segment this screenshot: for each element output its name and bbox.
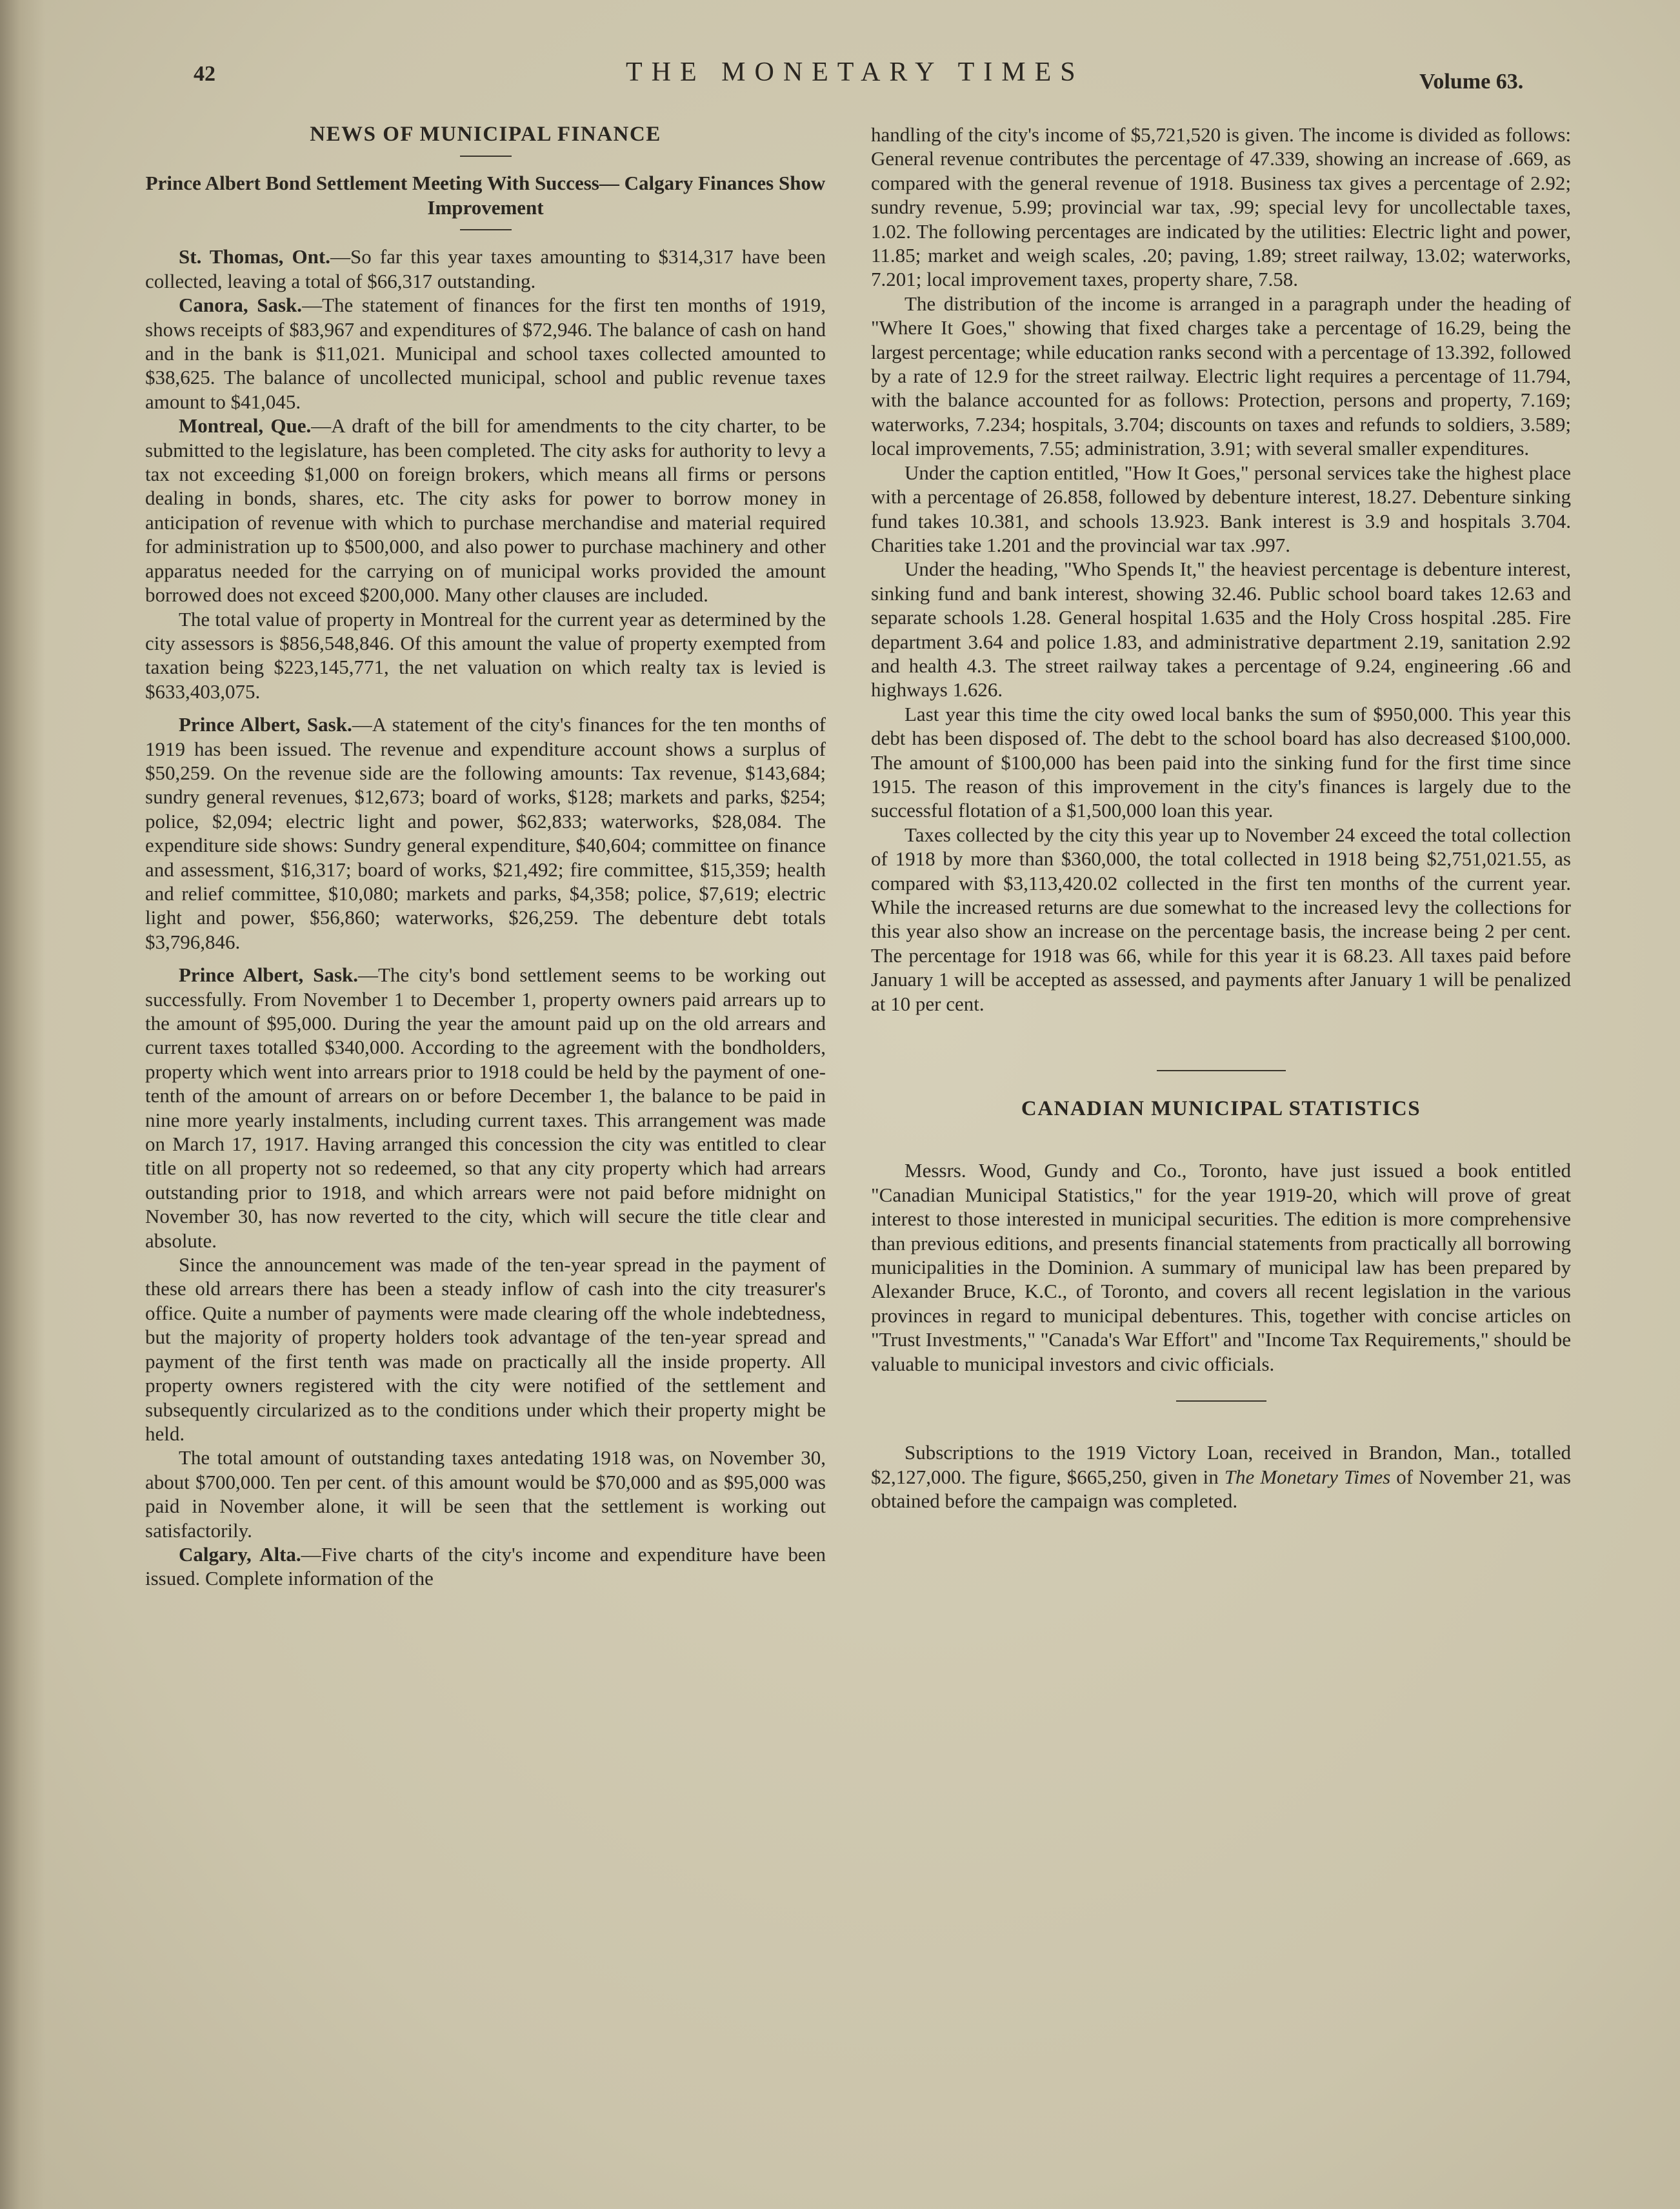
statistics-title: CANADIAN MUNICIPAL STATISTICS	[1021, 1097, 1421, 1121]
note-divider	[1176, 1400, 1266, 1402]
continued-paragraph: Taxes collected by the city this year up to November 24 exceed the total collection of 1918 by more than $360,000, the total collected in 1918 being $2,751,021.55, as compared with $3,113,420.02 collected in the first ten months of the current year. While the increased returns are due somewhat to the increased levy the collections for this year also show an increase on the percentage basis, the increase being 2 per cent. The percentage for 1918 was 66, while for this year it is 68.23. All taxes paid before January 1 will be accepted as assessed, and payments after January 1 will be penalized at 10 per cent.	[871, 823, 1571, 1015]
page-number: 42	[194, 62, 215, 86]
news-item: Calgary, Alta.—Five charts of the city's income and expenditure have been issued. Complete information of the	[145, 1542, 826, 1590]
continued-paragraph: Last year this time the city owed local banks the sum of $950,000. This year this debt has been disposed of. The debt to the school board has also decreased $100,000. The amount of $100,000 has been paid into the sinking fund for the first time since 1915. The reason of this improvement in the city's finances is largely due to the successful flotation of a $1,500,000 loan this year.	[871, 702, 1571, 822]
place-name: Montreal, Que.	[179, 414, 312, 438]
loan-note: Subscriptions to the 1919 Victory Loan, received in Brandon, Man., totalled $2,127,000. The figure, $665,250, given in The Monetary Times of November 21, was obtained before the campaign was completed.	[871, 1441, 1571, 1512]
place-name: St. Thomas, Ont.	[179, 245, 330, 268]
news-item: Prince Albert, Sask.—A statement of the city's finances for the ten months of 1919 has been issued. The revenue and expenditure account shows a surplus of $50,259. On the revenue side are the following amounts: Tax revenue, $143,684; sundry general revenues, $12,673; board of works, $128; markets and parks, $254; police, $2,094; electric light and power, $62,833; waterworks, $28,084. The expenditure side shows: Sundry general expenditure, $40,604; committee on finance and assessment, $16,317; board of works, $21,492; fire committee, $15,359; health and relief committee, $10,080; markets and parks, $4,358; police, $7,619; electric light and power, $56,860; waterworks, $26,259. The debenture debt totals $3,796,846.	[145, 713, 826, 953]
section-title: NEWS OF MUNICIPAL FINANCE	[310, 123, 661, 146]
volume-label: Volume 63.	[1419, 70, 1524, 94]
page-binding-edge	[0, 0, 45, 2209]
section-subhead: Prince Albert Bond Settlement Meeting With Success— Calgary Finances Show Improvement	[145, 172, 826, 219]
subhead-rule	[460, 229, 512, 230]
place-name: Canora, Sask.	[179, 294, 303, 317]
left-column	[145, 123, 826, 1591]
masthead: THE MONETARY TIMES	[626, 57, 1085, 87]
continued-paragraph: handling of the city's income of $5,721,520 is given. The income is divided as follows: General revenue contributes the percentage of 47.339, showing an increase of .669, as compared with the general revenue of 1918. Business tax gives a percentage of 2.92; sundry revenue, 5.99; provincial war tax, .99; special levy for uncollectable taxes, 1.02. The following percentages are indicated by the utilities: Electric light and power, 11.85; market and weigh scales, .20; paving, 1.89; street railway, 13.02; waterworks, 7.201; local improvement taxes, property share, 7.58.	[871, 123, 1571, 291]
news-item: Canora, Sask.—The statement of finances for the first ten months of 1919, shows receipts of $83,967 and expenditures of $72,946. The balance of cash on hand and in the bank is $11,021. Municipal and school taxes collected amounted to $38,625. The balance of uncollected municipal, school and public revenue taxes amount to $41,045.	[145, 294, 826, 413]
statistics-body: Messrs. Wood, Gundy and Co., Toronto, have just issued a book entitled "Canadian Municipal Statistics," for the year 1919-20, which will prove of great interest to those interested in municipal securities. The edition is more comprehensive than previous editions, and presents financial statements from practically all borrowing municipalities in the Dominion. A summary of municipal law has been prepared by Alexander Bruce, K.C., of Toronto, and covers all recent legislation in the various provinces in regard to municipal debentures. This, together with concise articles on "Trust Investments," "Canada's War Effort" and "Income Tax Requirements," should be valuable to municipal investors and civic officials.	[871, 1159, 1571, 1375]
continued-paragraph: Under the heading, "Who Spends It," the heaviest percentage is debenture interest, sinking fund and bank interest, showing 32.46. Public school board takes 12.63 and separate schools 1.28. General hospital 1.635 and the Holy Cross hospital .285. Fire department 3.64 and police 1.83, and administrative department 2.19, sanitation 2.92 and health 4.3. The street railway takes a percentage of 9.24, engineering .66 and highways 1.626.	[871, 558, 1571, 701]
news-item: Prince Albert, Sask.—The city's bond settlement seems to be working out successfully. From November 1 to December 1, property owners paid arrears up to the amount of $95,000. During the year the amount paid up on the old arrears and current taxes totalled $340,000. According to the agreement with the bondholders, property which went into arrears prior to 1918 could be held by the payment of one-tenth of the amount of arrears on or before December 1, the balance to be paid in nine more yearly instalments, including current taxes. This arrangement was made on March 17, 1917. Having arranged this concession the city was entitled to clear title on all property not so redeemed, so that any city property which had arrears outstanding prior to 1918, and which arrears were not paid before midnight on November 30, has now reverted to the city, which will secure the title clear and absolute.	[145, 963, 826, 1252]
title-rule	[460, 156, 512, 157]
news-item: The total amount of outstanding taxes antedating 1918 was, on November 30, about $700,000. Ten per cent. of this amount would be $70,000 and as $95,000 was paid in November alone, it will be seen that the settlement is working out satisfactorily.	[145, 1446, 826, 1542]
page-header	[194, 57, 1548, 96]
place-name: Calgary, Alta.	[179, 1542, 301, 1566]
news-item: The total value of property in Montreal for the current year as determined by the city assessors is $856,548,846. Of this amount the value of property exempted from taxation being $223,145,771, the net valuation on which realty tax is levied is $633,403,075.	[145, 607, 826, 703]
publication-name: The Monetary Times	[1224, 1465, 1391, 1488]
news-item: St. Thomas, Ont.—So far this year taxes amounting to $314,317 have been collected, leaving a total of $66,317 outstanding.	[145, 245, 826, 292]
section-divider	[1157, 1070, 1286, 1071]
news-item: Montreal, Que.—A draft of the bill for amendments to the city charter, to be submitted to the legislature, has been completed. The city asks for authority to levy a tax not exceeding $1,000 on foreign brokers, which means all firms or persons dealing in bonds, shares, etc. The city asks for power to borrow money in anticipation of revenue with which to purchase merchandise and material required for administration up to $500,000, and also power to purchase machinery and other apparatus needed for the carrying on of municipal works provided the amount borrowed does not exceed $200,000. Many other clauses are included.	[145, 414, 826, 607]
news-item: Since the announcement was made of the ten-year spread in the payment of these old arrears there has been a steady inflow of cash into the city treasurer's office. Quite a number of payments were made clearing off the whole indebtedness, but the majority of property holders took advantage of the ten-year spread and payment of the first tenth was made on practically all the inside property. All property owners registered with the city were notified of the settlement and subsequently circularized as to the conditions under which their property might be held.	[145, 1253, 826, 1445]
continued-paragraph: The distribution of the income is arranged in a paragraph under the heading of "Where It Goes," showing that fixed charges take a percentage of 16.29, being the largest percentage; while education ranks second with a percentage of 13.392, followed by a rate of 12.9 for the street railway. Electric light requires a percentage of 11.794, with the balance accounted for as follows: Protection, persons and property, 7.169; waterworks, 7.234; hospitals, 3.704; discounts on taxes and refunds to soldiers, 3.589; local improvements, 7.55; administration, 3.91; with several smaller expenditures.	[871, 292, 1571, 460]
place-name: Prince Albert, Sask.	[179, 963, 359, 987]
right-column	[871, 123, 1571, 1513]
place-name: Prince Albert, Sask.	[179, 713, 352, 736]
continued-paragraph: Under the caption entitled, "How It Goes," personal services take the highest place with a percentage of 26.858, followed by debenture interest, 18.27. Debenture sinking fund takes 10.381, and schools 13.923. Bank interest is 3.9 and hospitals 3.704. Charities take 1.201 and the provincial war tax .997.	[871, 461, 1571, 556]
